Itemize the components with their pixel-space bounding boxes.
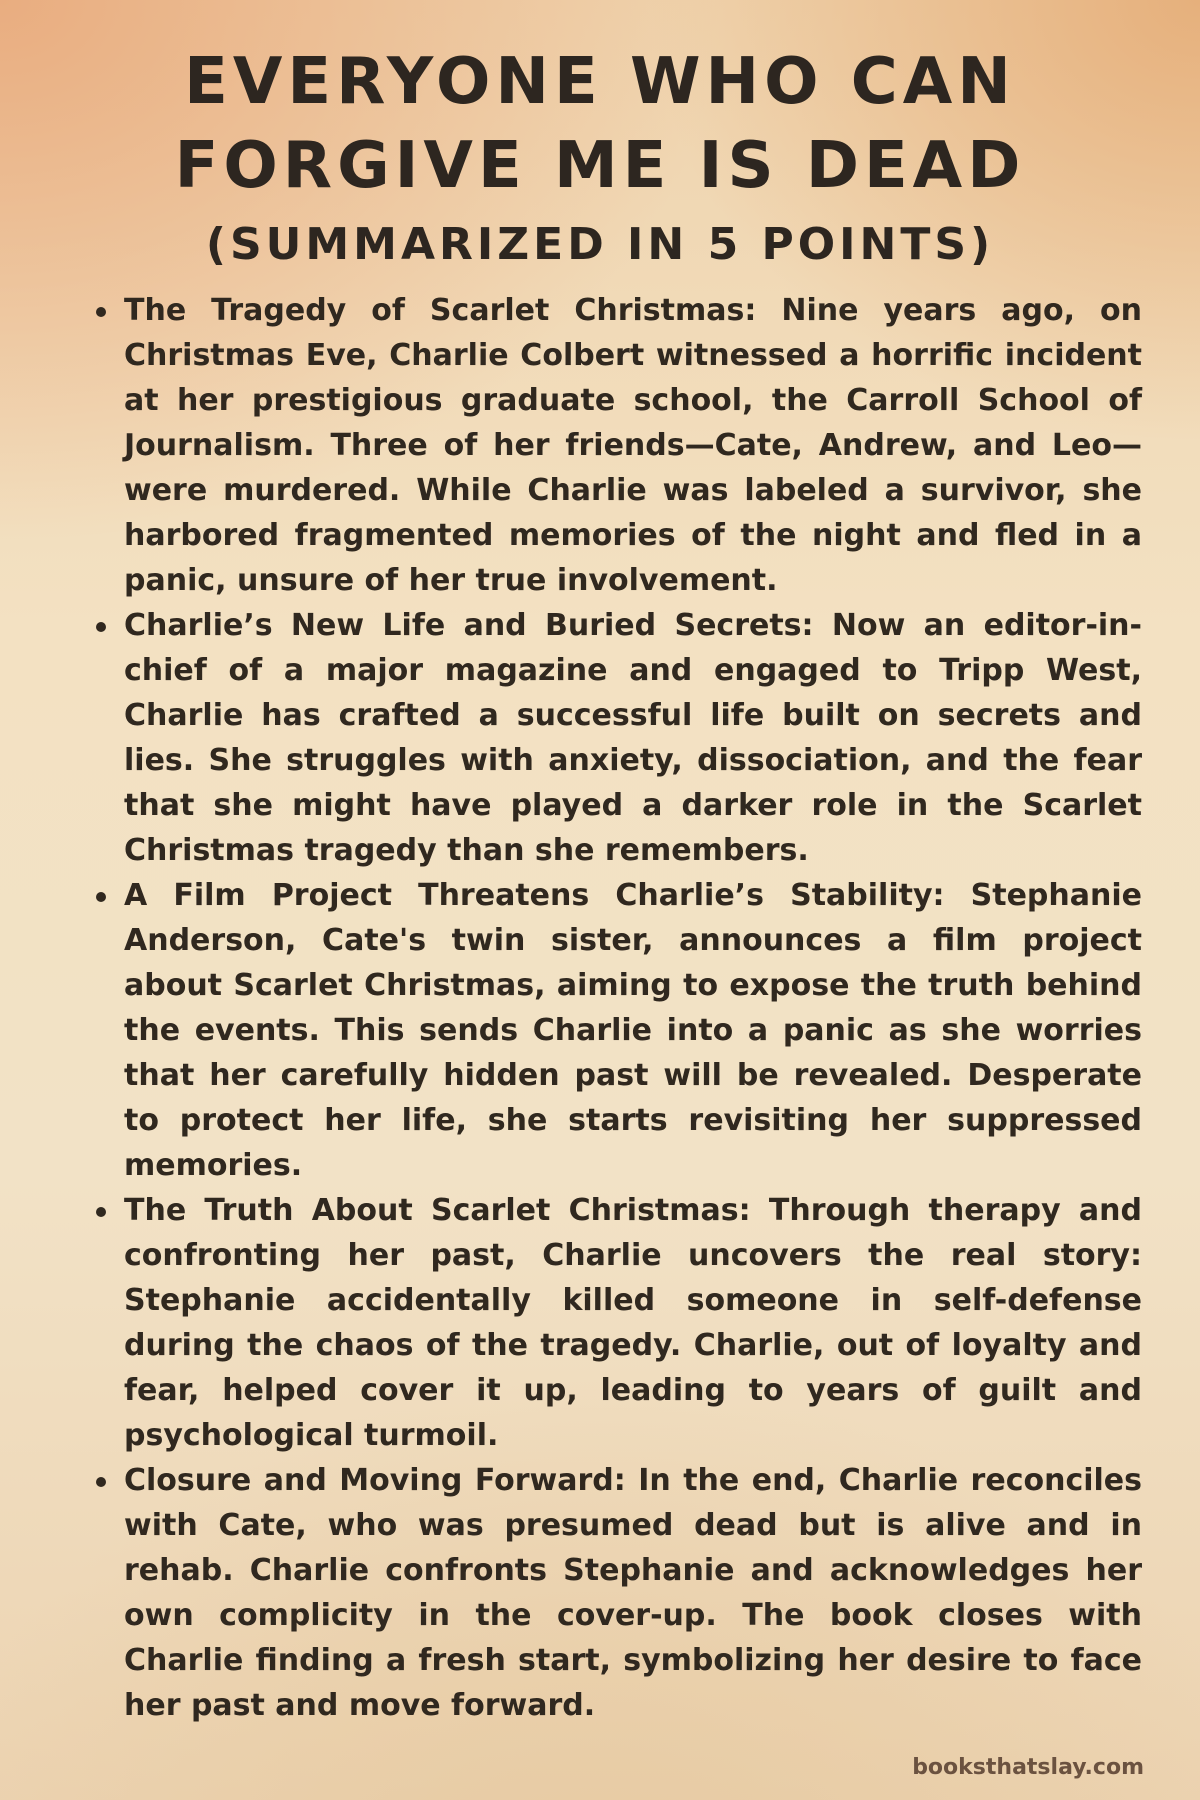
page-title-line-2: FORGIVE ME IS DEAD [174, 129, 1026, 203]
summary-point-text: A Film Project Threatens Charlie’s Stability: Stephanie Anderson, Cate's twin sister, announces a film project about Scarlet Christmas, aiming to expose the truth behind the events. This sends Charlie into a panic as she worries that her carefully hidden past will be revealed. Desperate to protect her life, she starts revisiting her suppressed memories. [124, 878, 1142, 1183]
summary-point-text: The Tragedy of Scarlet Christmas: Nine years ago, on Christmas Eve, Charlie Colbert witnessed a horrific incident at her prestigious graduate school, the Carroll School of Journalism. Three of her friends—Cate, Andrew, and Leo—were murdered. While Charlie was labeled a survivor, she harbored fragmented memories of the night and fled in a panic, unsure of her true involvement. [124, 293, 1142, 598]
page-subtitle: (SUMMARIZED IN 5 POINTS) [205, 219, 995, 270]
summary-point-text: The Truth About Scarlet Christmas: Through therapy and confronting her past, Charlie uncovers the real story: Stephanie accidentally killed someone in self-defense during the chaos of the tragedy. Charlie, out of loyalty and fear, helped cover it up, leading to years of guilt and psychological turmoil. [124, 1193, 1142, 1453]
summary-points-list [92, 288, 1142, 1728]
title-block [0, 40, 1200, 278]
summary-point-3 [92, 873, 1142, 1188]
bullet-icon [96, 892, 106, 902]
site-watermark: booksthatslay.com [912, 1755, 1144, 1780]
bullet-icon [96, 622, 106, 632]
page-title-line-1: EVERYONE WHO CAN [184, 45, 1016, 119]
summary-point-1 [92, 288, 1142, 603]
summary-point-text: Closure and Moving Forward: In the end, Charlie reconciles with Cate, who was presumed dead but is alive and in rehab. Charlie confronts Stephanie and acknowledges her own complicity in the cover-up. The book closes with Charlie finding a fresh start, symbolizing her desire to face her past and move forward. [124, 1463, 1142, 1723]
summary-point-2 [92, 603, 1142, 873]
summary-point-4 [92, 1188, 1142, 1458]
bullet-icon [96, 307, 106, 317]
bullet-icon [96, 1477, 106, 1487]
summary-point-text: Charlie’s New Life and Buried Secrets: Now an editor-in-chief of a major magazine and engaged to Tripp West, Charlie has crafted a successful life built on secrets and lies. She struggles with anxiety, dissociation, and the fear that she might have played a darker role in the Scarlet Christmas tragedy than she remembers. [124, 608, 1142, 868]
summary-point-5 [92, 1458, 1142, 1728]
bullet-icon [96, 1207, 106, 1217]
